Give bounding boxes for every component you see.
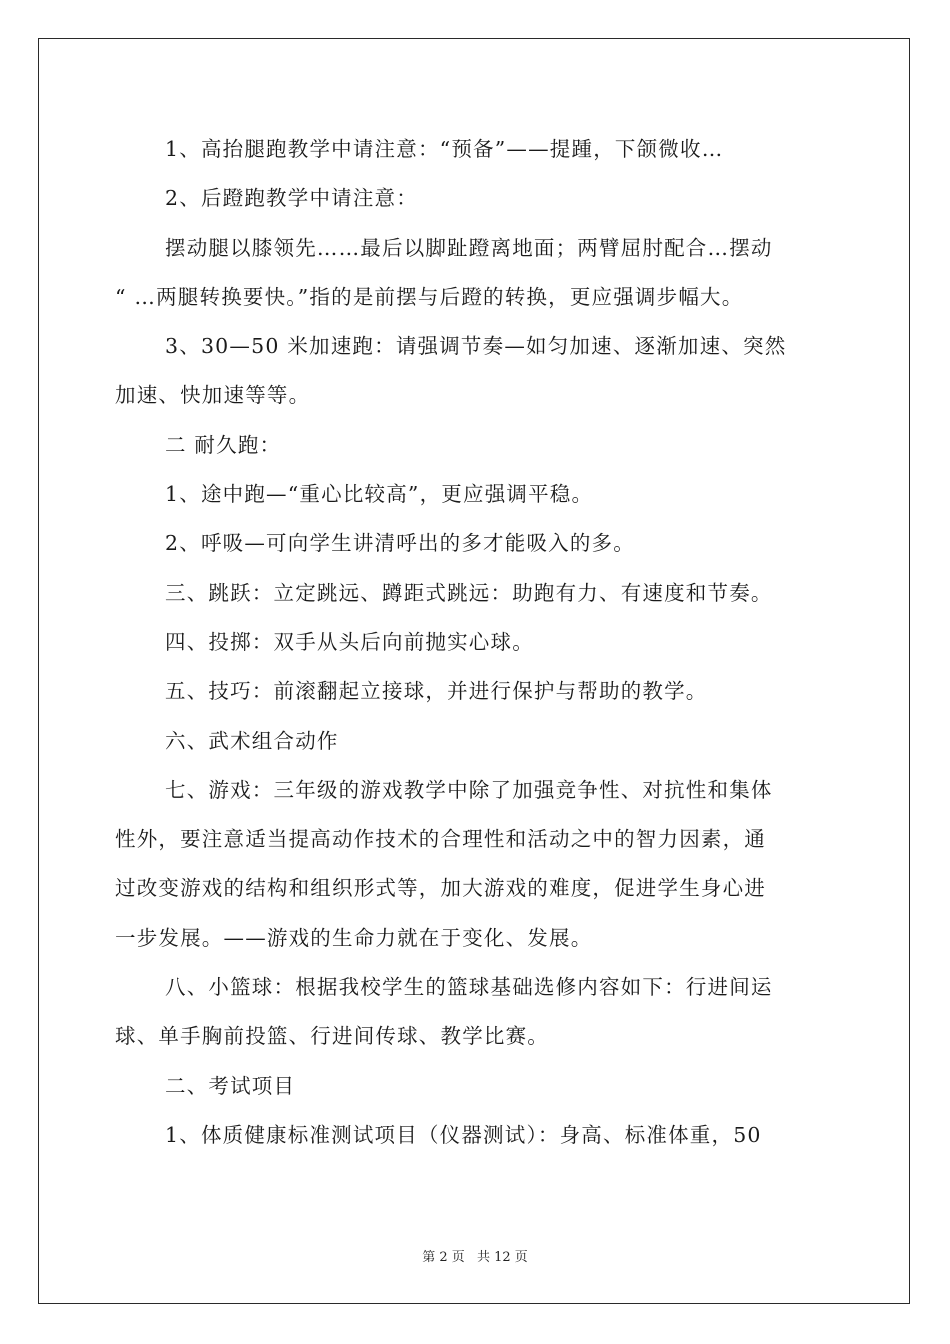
text-line: 性外，要注意适当提高动作技术的合理性和活动之中的智力因素，通 [115,827,766,852]
paragraph [115,470,835,519]
paragraph [115,421,835,470]
text-line: 1、体质健康标准测试项目（仪器测试）：身高、标准体重，50 [165,1122,762,1147]
text-line: 3、30—50 米加速跑：请强调节奏—如匀加速、逐渐加速、突然 [165,334,787,359]
text-line: 2、后蹬跑教学中请注意： [165,186,418,211]
text-line: 三、跳跃：立定跳远、蹲距式跳远：助跑有力、有速度和节奏。 [165,580,773,605]
text-line: 七、游戏：三年级的游戏教学中除了加强竞争性、对抗性和集体 [165,777,773,802]
text-line: 球、单手胸前投篮、行进间传球、教学比赛。 [115,1024,549,1049]
section-heading: 二 耐久跑： [165,432,282,457]
page-number: 第 2 页 [422,1250,465,1265]
paragraph [115,717,835,766]
text-line: 一步发展。——游戏的生命力就在于变化、发展。 [115,925,593,950]
document-body [115,125,835,1160]
text-line: 加速、快加速等等。 [115,383,311,408]
paragraph [115,519,835,568]
section-heading: 二、考试项目 [165,1073,296,1098]
paragraph [115,569,835,618]
paragraph [115,766,835,963]
text-line: 四、投掷：双手从头后向前抛实心球。 [165,629,534,654]
paragraph [115,224,835,323]
paragraph [115,667,835,716]
paragraph [115,174,835,223]
text-line: 八、小篮球：根据我校学生的篮球基础选修内容如下：行进间运 [165,975,773,1000]
text-line: “ …两腿转换要快。”指的是前摆与后蹬的转换，更应强调步幅大。 [115,284,744,309]
text-line: 过改变游戏的结构和组织形式等，加大游戏的难度，促进学生身心进 [115,876,766,901]
paragraph [115,618,835,667]
paragraph [115,1062,835,1111]
total-pages: 共 12 页 [476,1250,528,1265]
text-line: 1、途中跑—“重心比较高”，更应强调平稳。 [165,482,594,507]
text-line: 五、技巧：前滚翻起立接球，并进行保护与帮助的教学。 [165,679,708,704]
paragraph [115,322,835,421]
text-line: 1、高抬腿跑教学中请注意：“预备”——提踵，下颌微收… [165,137,724,161]
paragraph [115,1111,835,1160]
section-heading: 六、武术组合动作 [165,728,339,753]
text-line: 摆动腿以膝领先……最后以脚趾蹬离地面；两臂屈肘配合…摆动 [165,235,773,260]
paragraph [115,963,835,1062]
text-line: 2、呼吸—可向学生讲清呼出的多才能吸入的多。 [165,531,635,556]
paragraph [115,125,835,174]
page-footer [0,1246,950,1265]
